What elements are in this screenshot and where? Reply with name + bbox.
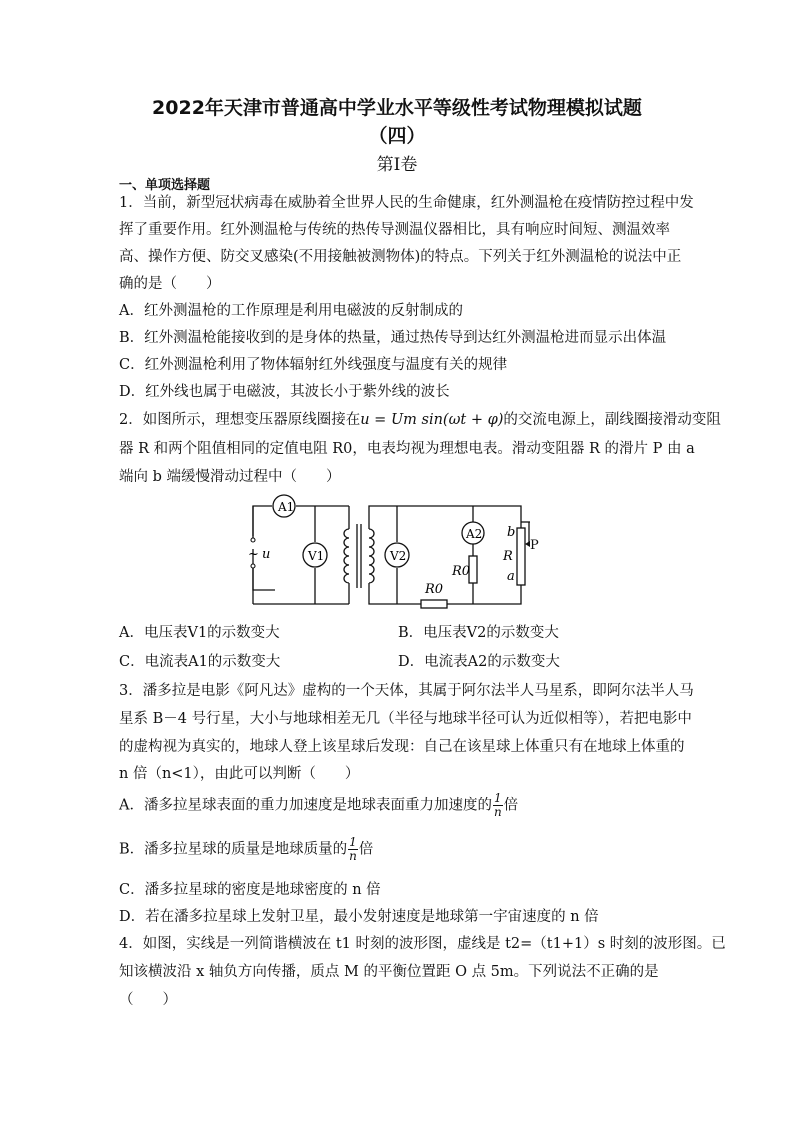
- q2-stem-line: 器 R 和两个阻值相同的定值电阻 R0，电表均视为理想电表。滑动变阻器 R 的滑片 P 由 a: [119, 441, 695, 457]
- q1-stem-line: 确的是（ ）: [119, 276, 221, 292]
- q2-option-a: A．电压表V1的示数变大: [119, 625, 280, 641]
- q1-option-a: A．红外测温枪的工作原理是利用电磁波的反射制成的: [119, 303, 463, 319]
- q1-option-c: C．红外测温枪利用了物体辐射红外线强度与温度有关的规律: [119, 357, 508, 373]
- q3-stem-line: 星系 B－4 号行星，大小与地球相差无几（半径与地球半径可认为近似相等），若把电影中: [119, 711, 692, 727]
- q3-option-a: [119, 792, 518, 819]
- fraction-denominator: n: [349, 849, 357, 863]
- q3-option-b-tail: 倍: [358, 841, 374, 858]
- ammeter-a1-label: A1: [278, 500, 295, 514]
- rheostat-end-a-label: a: [507, 569, 515, 584]
- q1-option-b: B．红外测温枪能接收到的是身体的热量，通过热传导到达红外测温枪进而显示出体温: [119, 330, 667, 346]
- ammeter-a2-label: A2: [466, 527, 483, 541]
- q3-stem-line: n 倍（n<1），由此可以判断（ ）: [119, 766, 360, 782]
- resistor-r0-branch-label: R0: [452, 564, 471, 579]
- q2-option-d: D．电流表A2的示数变大: [398, 654, 560, 670]
- q3-option-b: [119, 836, 373, 863]
- voltmeter-v2-label: V2: [390, 549, 407, 563]
- resistor-r0-series: [421, 600, 447, 608]
- q2-option-c: C．电流表A1的示数变大: [119, 654, 281, 670]
- q2-stem-line: [119, 408, 721, 429]
- q1-stem-line: 1．当前，新型冠状病毒在威胁着全世界人民的生命健康，红外测温枪在疫情防控过程中发: [119, 195, 694, 211]
- resistor-r0-branch: [469, 556, 477, 583]
- q3-stem-line: 3．潘多拉是电影《阿凡达》虚构的一个天体，其属于阿尔法半人马星系，即阿尔法半人马: [119, 683, 694, 699]
- q2-stem-text: 的交流电源上，副线圈接滑动变阻: [503, 412, 721, 428]
- q3-option-d: D．若在潘多拉星球上发射卫星，最小发射速度是地球第一宇宙速度的 n 倍: [119, 909, 599, 925]
- q2-stem-text: 2．如图所示，理想变压器原线圈接在: [119, 412, 361, 428]
- resistor-r0-series-label: R0: [425, 582, 444, 597]
- fraction-one-over-n: [348, 836, 358, 863]
- fraction-numerator: 1: [349, 835, 357, 849]
- rheostat-r-label: R: [503, 549, 513, 564]
- q4-stem-line: 知该横波沿 x 轴负方向传播，质点 M 的平衡位置距 O 点 5m。下列说法不正确的是: [119, 964, 659, 980]
- q4-stem-line: （ ）: [119, 992, 177, 1008]
- q3-option-b-text: B．潘多拉星球的质量是地球质量的: [119, 841, 348, 858]
- slider-p-label-visible: P: [530, 538, 539, 553]
- ac-source-symbol: ~: [248, 547, 259, 562]
- fraction-denominator: n: [493, 805, 502, 819]
- q3-option-a-tail: 倍: [503, 797, 519, 814]
- q1-option-d: D．红外线也属于电磁波，其波长小于紫外线的波长: [119, 384, 450, 400]
- volume-label: 第Ⅰ卷: [376, 155, 418, 175]
- voltmeter-v1-label: V1: [308, 549, 325, 563]
- q2-formula: u = Um sin(ωt + φ): [360, 412, 504, 428]
- fraction-one-over-n: [493, 792, 503, 819]
- q3-option-c: C．潘多拉星球的密度是地球密度的 n 倍: [119, 882, 381, 898]
- q3-stem-line: 的虚构视为真实的，地球人登上该星球后发现：自己在该星球上体重只有在地球上体重的: [119, 739, 685, 755]
- fraction-numerator: 1: [493, 791, 502, 805]
- q1-stem-line: 挥了重要作用。红外测温枪与传统的热传导测温仪器相比，具有响应时间短、测温效率: [119, 222, 670, 238]
- q4-stem-line: 4．如图，实线是一列简谐横波在 t1 时刻的波形图，虚线是 t2=（t1+1）s 时刻的波形图。已: [119, 936, 726, 952]
- q3-option-a-text: A．潘多拉星球表面的重力加速度是地球表面重力加速度的: [119, 797, 492, 814]
- q1-stem-line: 高、操作方便、防交叉感染(不用接触被测物体)的特点。下列关于红外测温枪的说法中正: [119, 249, 682, 265]
- rheostat-end-b-label: b: [507, 525, 516, 540]
- source-voltage-label: u: [262, 547, 271, 562]
- rheostat-r: [517, 528, 525, 585]
- transformer-circuit-diagram: [245, 494, 530, 610]
- q2-stem-line: 端向 b 端缓慢滑动过程中（ ）: [119, 469, 341, 485]
- section-heading: 一、单项选择题: [119, 178, 211, 193]
- exam-title: 2022年天津市普通高中学业水平等级性考试物理模拟试题: [152, 97, 642, 119]
- q2-option-b: B．电压表V2的示数变大: [398, 625, 559, 641]
- exam-title-number: （四）: [368, 125, 426, 147]
